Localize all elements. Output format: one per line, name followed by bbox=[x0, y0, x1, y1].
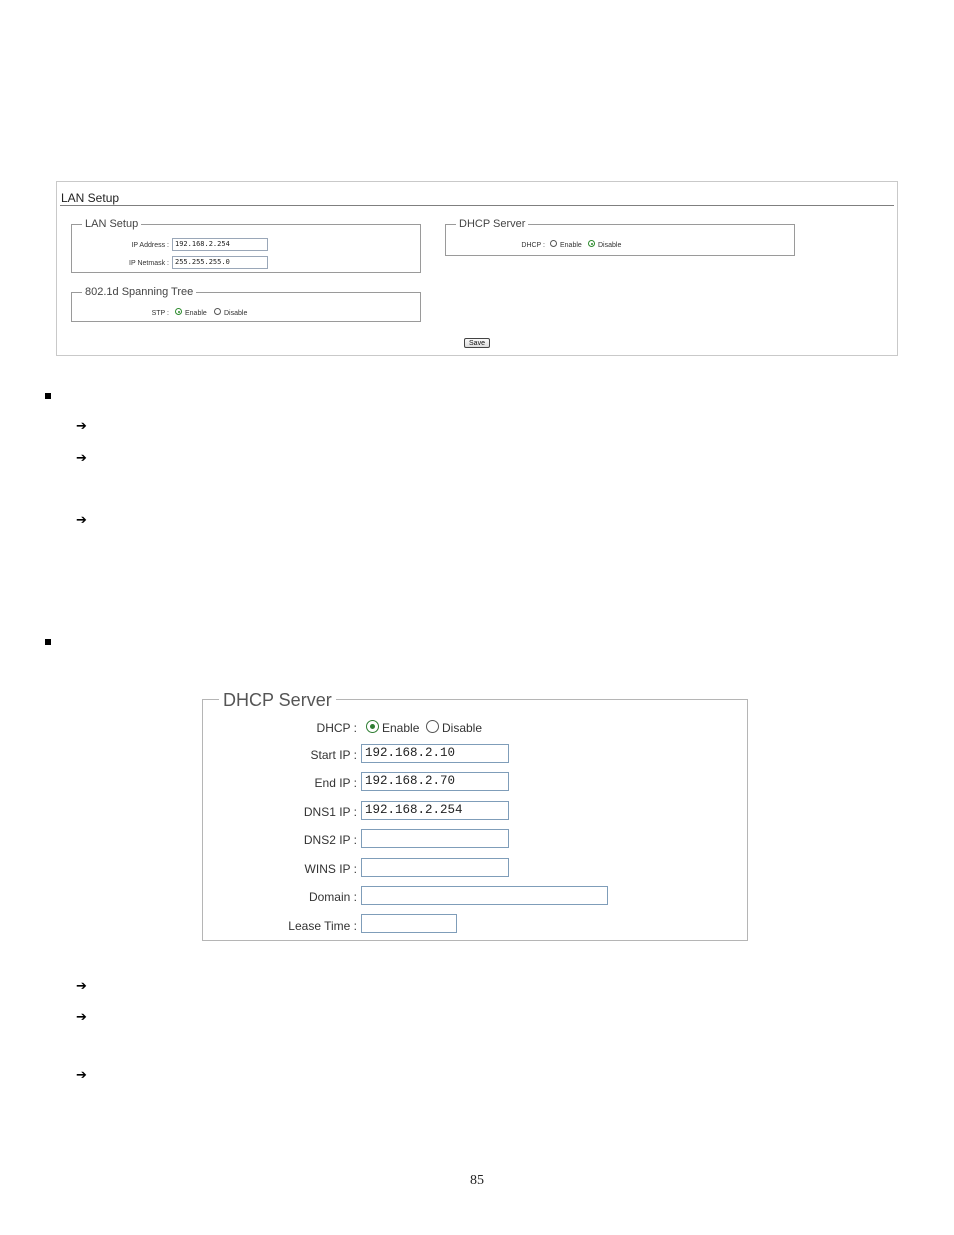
dhcp-server-legend-small: DHCP Server bbox=[459, 218, 526, 230]
square-bullet-icon bbox=[45, 393, 51, 399]
end-ip-label: End IP : bbox=[314, 776, 357, 790]
dhcp-enable-radio[interactable] bbox=[366, 720, 379, 733]
save-button[interactable]: Save bbox=[464, 338, 490, 348]
ip-netmask-label: IP Netmask : bbox=[129, 260, 169, 267]
start-ip-label: Start IP : bbox=[310, 748, 357, 762]
dhcp-label: DHCP : bbox=[316, 721, 357, 735]
start-ip-input[interactable]: 192.168.2.10 bbox=[361, 744, 509, 763]
dhcp-disable-radio[interactable] bbox=[426, 720, 439, 733]
dhcp-server-group-small bbox=[445, 218, 795, 256]
dhcp-enable-label-small: Enable bbox=[560, 242, 582, 249]
ip-netmask-input[interactable]: 255.255.255.0 bbox=[172, 256, 268, 269]
stp-disable-label: Disable bbox=[224, 310, 248, 317]
title-divider bbox=[60, 205, 894, 206]
dhcp-server-legend: DHCP Server bbox=[219, 690, 336, 711]
dns2-ip-input[interactable] bbox=[361, 829, 509, 848]
dhcp-disable-radio-small[interactable] bbox=[588, 240, 595, 247]
stp-label: STP : bbox=[151, 310, 169, 317]
arrow-right-icon: ➔ bbox=[76, 419, 87, 434]
dhcp-disable-label-small: Disable bbox=[598, 242, 622, 249]
domain-input[interactable] bbox=[361, 886, 608, 905]
ip-address-label: IP Address : bbox=[131, 242, 169, 249]
arrow-right-icon: ➔ bbox=[76, 1068, 87, 1083]
square-bullet-icon bbox=[45, 639, 51, 645]
stp-disable-radio[interactable] bbox=[214, 308, 221, 315]
dhcp-enable-radio-small[interactable] bbox=[550, 240, 557, 247]
arrow-right-icon: ➔ bbox=[76, 1010, 87, 1025]
dns2-ip-label: DNS2 IP : bbox=[303, 833, 357, 847]
lease-time-label: Lease Time : bbox=[288, 919, 357, 933]
wins-ip-label: WINS IP : bbox=[304, 862, 357, 876]
arrow-right-icon: ➔ bbox=[76, 451, 87, 466]
stp-enable-radio[interactable] bbox=[175, 308, 182, 315]
stp-enable-label: Enable bbox=[185, 310, 207, 317]
spanning-tree-legend: 802.1d Spanning Tree bbox=[85, 286, 194, 298]
lan-setup-panel bbox=[56, 181, 898, 356]
dhcp-label-small: DHCP : bbox=[521, 242, 545, 249]
domain-label: Domain : bbox=[308, 890, 357, 904]
dhcp-enable-label: Enable bbox=[382, 721, 420, 735]
dns1-ip-label: DNS1 IP : bbox=[303, 805, 357, 819]
lease-time-input[interactable] bbox=[361, 914, 457, 933]
dhcp-disable-label: Disable bbox=[442, 721, 483, 735]
ip-address-input[interactable]: 192.168.2.254 bbox=[172, 238, 268, 251]
lan-setup-legend: LAN Setup bbox=[85, 218, 139, 230]
dns1-ip-input[interactable]: 192.168.2.254 bbox=[361, 801, 509, 820]
lan-setup-title: LAN Setup bbox=[61, 191, 120, 205]
page-number: 85 bbox=[470, 1173, 484, 1188]
arrow-right-icon: ➔ bbox=[76, 979, 87, 994]
wins-ip-input[interactable] bbox=[361, 858, 509, 877]
end-ip-input[interactable]: 192.168.2.70 bbox=[361, 772, 509, 791]
arrow-right-icon: ➔ bbox=[76, 513, 87, 528]
